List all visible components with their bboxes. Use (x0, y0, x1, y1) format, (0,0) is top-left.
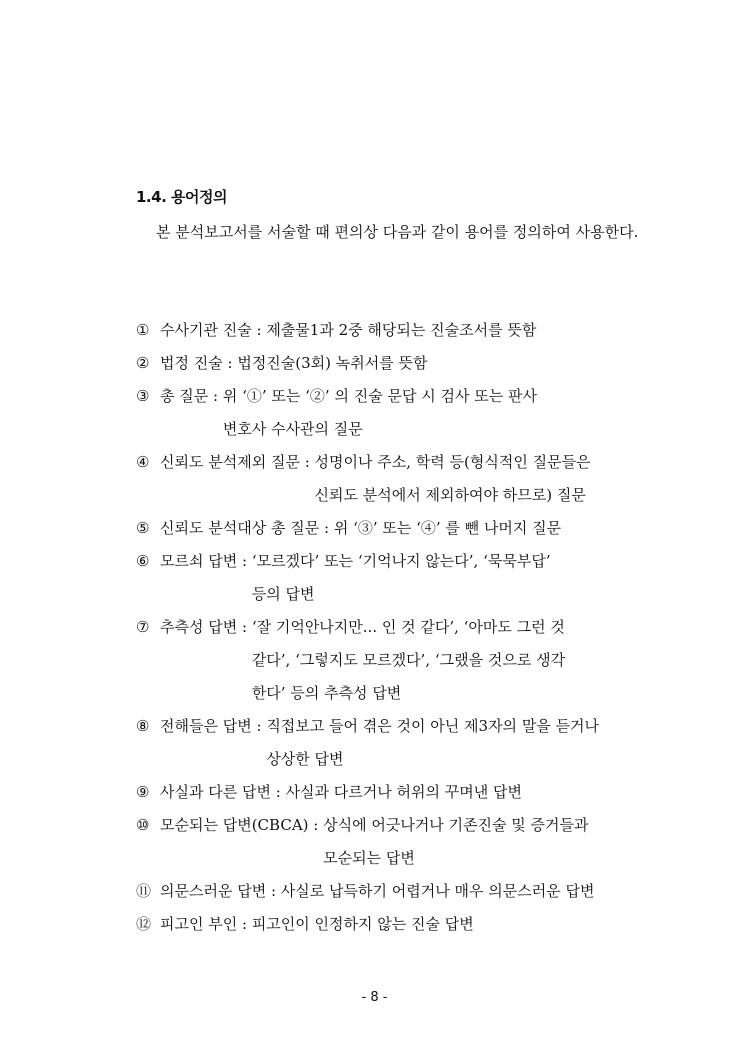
term-item (136, 776, 648, 809)
section-title: 1.4. 용어정의 (136, 188, 227, 206)
term-label: 신뢰도 분석대상 총 질문 (160, 519, 320, 537)
term-label: 수사기관 진술 (160, 321, 252, 339)
term-description (252, 908, 648, 941)
term-description-line: 직접보고 들어 겪은 것이 아닌 제3자의 말을 듣거나 (266, 717, 600, 735)
term-description-line: 신뢰도 분석에서 제외하여야 하므로) 질문 (314, 486, 586, 504)
term-label: 추측성 답변 (160, 618, 238, 636)
term-description-line: 사실과 다르거나 허위의 꾸며낸 답변 (285, 783, 522, 801)
term-label: 사실과 다른 답변 (160, 783, 271, 801)
term-description-line: 변호사 수사관의 질문 (222, 420, 363, 438)
term-description (237, 347, 648, 380)
term-label: 모순되는 답변(CBCA) (160, 816, 309, 834)
term-separator: : (270, 783, 286, 801)
term-description-line: 성명이나 주소, 학력 등(형식적인 질문들은 (314, 453, 591, 471)
term-item (136, 710, 648, 776)
term-separator: : (299, 453, 315, 471)
term-description-line: 모순되는 답변 (323, 849, 415, 867)
term-description (266, 314, 648, 347)
term-separator: : (208, 387, 223, 405)
term-label: 피고인 부인 (160, 915, 238, 933)
term-description (286, 776, 648, 809)
term-description-line: ‘잘 기억안나지만... 인 것 같다’, ‘아마도 그런 것 (251, 618, 565, 636)
term-description-line: 위 ‘①’ 또는 ‘②’ 의 진술 문답 시 검사 또는 판사 (222, 387, 537, 405)
term-item (136, 314, 648, 347)
intro-paragraph: 본 분석보고서를 서술할 때 편의상 다음과 같이 용어를 정의하여 사용한다. (156, 223, 639, 241)
page-number: - 8 - (361, 990, 388, 1005)
term-item (136, 908, 648, 941)
term-separator: : (251, 321, 267, 339)
term-number: ⑨ (136, 783, 150, 801)
term-description-line: 제출물1과 2중 해당되는 진술조서를 뜻함 (266, 321, 537, 339)
term-description (252, 545, 648, 611)
term-number: ③ (136, 387, 150, 405)
term-number: ① (136, 321, 150, 339)
term-label: 모르쇠 답변 (160, 552, 238, 570)
term-definition-list (136, 314, 648, 941)
term-description (334, 512, 648, 545)
term-number: ⑥ (136, 552, 150, 570)
term-item (136, 809, 648, 875)
term-description-line: 위 ‘③’ 또는 ‘④’ 를 뺀 나머지 질문 (333, 519, 562, 537)
term-label: 의문스러운 답변 (160, 882, 267, 900)
term-item (136, 545, 648, 611)
term-description-line: 상식에 어긋나거나 기존진술 및 증거들과 (323, 816, 589, 834)
term-description (266, 710, 648, 776)
term-separator: : (237, 915, 252, 933)
term-label: 법정 진술 (160, 354, 223, 372)
term-number: ⑩ (136, 816, 150, 834)
term-number: ② (136, 354, 150, 372)
term-label: 총 질문 (160, 387, 209, 405)
term-item (136, 446, 648, 512)
term-separator: : (308, 816, 324, 834)
term-description (252, 611, 648, 710)
term-number: ⑪ (136, 882, 152, 900)
term-separator: : (237, 552, 252, 570)
term-description-line: 법정진술(3회) 녹취서를 뜻함 (237, 354, 428, 372)
term-item (136, 875, 648, 908)
term-description (323, 809, 648, 875)
term-description-line: 상상한 답변 (266, 750, 344, 768)
term-item (136, 347, 648, 380)
term-description-line: 사실로 납득하기 어렵거나 매우 의문스러운 답변 (280, 882, 595, 900)
term-item (136, 512, 648, 545)
term-separator: : (237, 618, 252, 636)
term-description-line: ‘모르겠다’ 또는 ‘기억나지 않는다’, ‘묵묵부답’ (251, 552, 551, 570)
term-description-line: 피고인이 인정하지 않는 진술 답변 (251, 915, 474, 933)
term-item (136, 380, 648, 446)
term-description (315, 446, 648, 512)
term-separator: : (222, 354, 238, 372)
term-description-line: 같다’, ‘그렇지도 모르겠다’, ‘그랬을 것으로 생각 (251, 651, 566, 669)
term-label: 전해들은 답변 (160, 717, 252, 735)
term-item (136, 611, 648, 710)
term-label: 신뢰도 분석제외 질문 (160, 453, 300, 471)
term-description-line: 한다’ 등의 추측성 답변 (251, 684, 402, 702)
term-number: ⑦ (136, 618, 150, 636)
term-separator: : (319, 519, 334, 537)
term-number: ⑤ (136, 519, 150, 537)
term-number: ④ (136, 453, 150, 471)
term-description (223, 380, 648, 446)
term-separator: : (266, 882, 281, 900)
term-description (281, 875, 648, 908)
term-number: ⑫ (136, 915, 152, 933)
term-description-line: 등의 답변 (251, 585, 315, 603)
term-separator: : (251, 717, 267, 735)
term-number: ⑧ (136, 717, 150, 735)
